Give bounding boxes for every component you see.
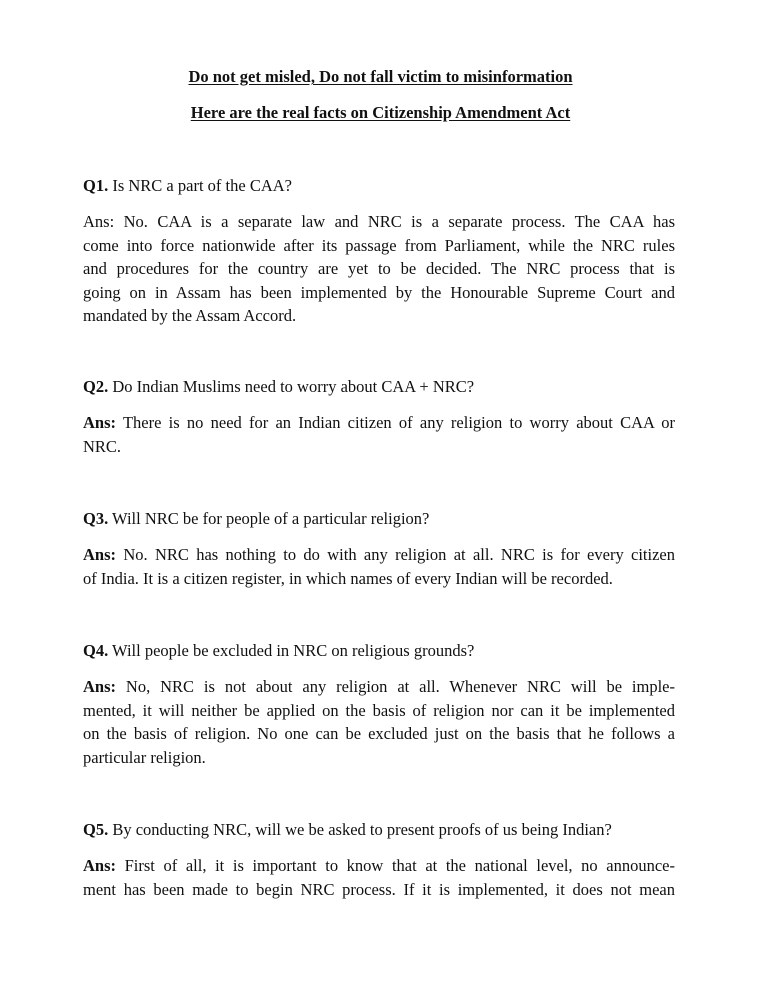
answer-line: NRC. (83, 436, 122, 456)
answer-1 (83, 210, 675, 328)
question-text: Is NRC a part of the CAA? (108, 176, 292, 195)
answer-label: Ans: (83, 212, 115, 231)
answer-line: on the basis of religion. No one can be excluded just on the basis that he follows a (83, 724, 675, 743)
answer-line-text: No. NRC has nothing to do with any religion at all. NRC is for every citizen (116, 545, 675, 564)
question-text: By conducting NRC, will we be asked to present proofs of us being Indian? (108, 820, 612, 839)
answer-line: come into force nationwide after its passage from Parliament, while the NRC rules (83, 235, 675, 255)
question-3 (83, 509, 675, 529)
question-text: Will NRC be for people of a particular religion? (108, 509, 430, 528)
question-5 (83, 820, 675, 840)
answer-label: Ans: (83, 545, 117, 564)
question-4 (83, 641, 675, 661)
question-label: Q2. (83, 377, 109, 396)
answer-label: Ans: (83, 856, 117, 875)
answer-3 (83, 543, 675, 590)
question-text: Do Indian Muslims need to worry about CAA + NRC? (108, 377, 475, 396)
question-label: Q1. (83, 176, 109, 195)
question-2 (83, 377, 675, 397)
answer-5 (83, 854, 675, 901)
document-title-line-2: Here are the real facts on Citizenship Amendment Act (190, 103, 571, 122)
answer-line (83, 210, 675, 234)
answer-line: ment has been made to begin NRC process. If it is implemented, it does not mean (83, 879, 675, 899)
answer-line: mandated by the Assam Accord. (83, 306, 297, 325)
answer-label: Ans: (83, 413, 117, 432)
answer-line: going on in Assam has been implemented by the Honourable Supreme Court and (83, 282, 675, 302)
question-text: Will people be excluded in NRC on religious grounds? (108, 641, 475, 660)
question-label: Q3. (83, 509, 109, 528)
answer-line: particular religion. (83, 747, 206, 767)
answer-line-text: No, NRC is not about any religion at all. Whenever NRC will be imple- (116, 677, 675, 696)
answer-line (83, 675, 675, 699)
document-title-line-1: Do not get misled, Do not fall victim to misinformation (188, 67, 573, 86)
answer-label: Ans: (83, 677, 117, 696)
question-1 (83, 176, 675, 196)
answer-line-text: No. CAA is a separate law and NRC is a separate process. The CAA has (114, 212, 675, 231)
answer-line-text: First of all, it is important to know that at the national level, no announce- (116, 856, 675, 875)
answer-2 (83, 411, 675, 458)
answer-line: of India. It is a citizen register, in which names of every Indian will be recorded. (83, 568, 613, 588)
answer-4 (83, 675, 675, 769)
answer-line-text: There is no need for an Indian citizen of any religion to worry about CAA or (116, 413, 675, 432)
answer-line (83, 543, 675, 567)
answer-line: and procedures for the country are yet to be decided. The NRC process that is (83, 259, 675, 278)
question-label: Q5. (83, 820, 109, 839)
answer-line: mented, it will neither be applied on the basis of religion nor can it be implemented (83, 700, 675, 720)
answer-line (83, 411, 675, 435)
question-label: Q4. (83, 641, 109, 660)
answer-line (83, 854, 675, 878)
